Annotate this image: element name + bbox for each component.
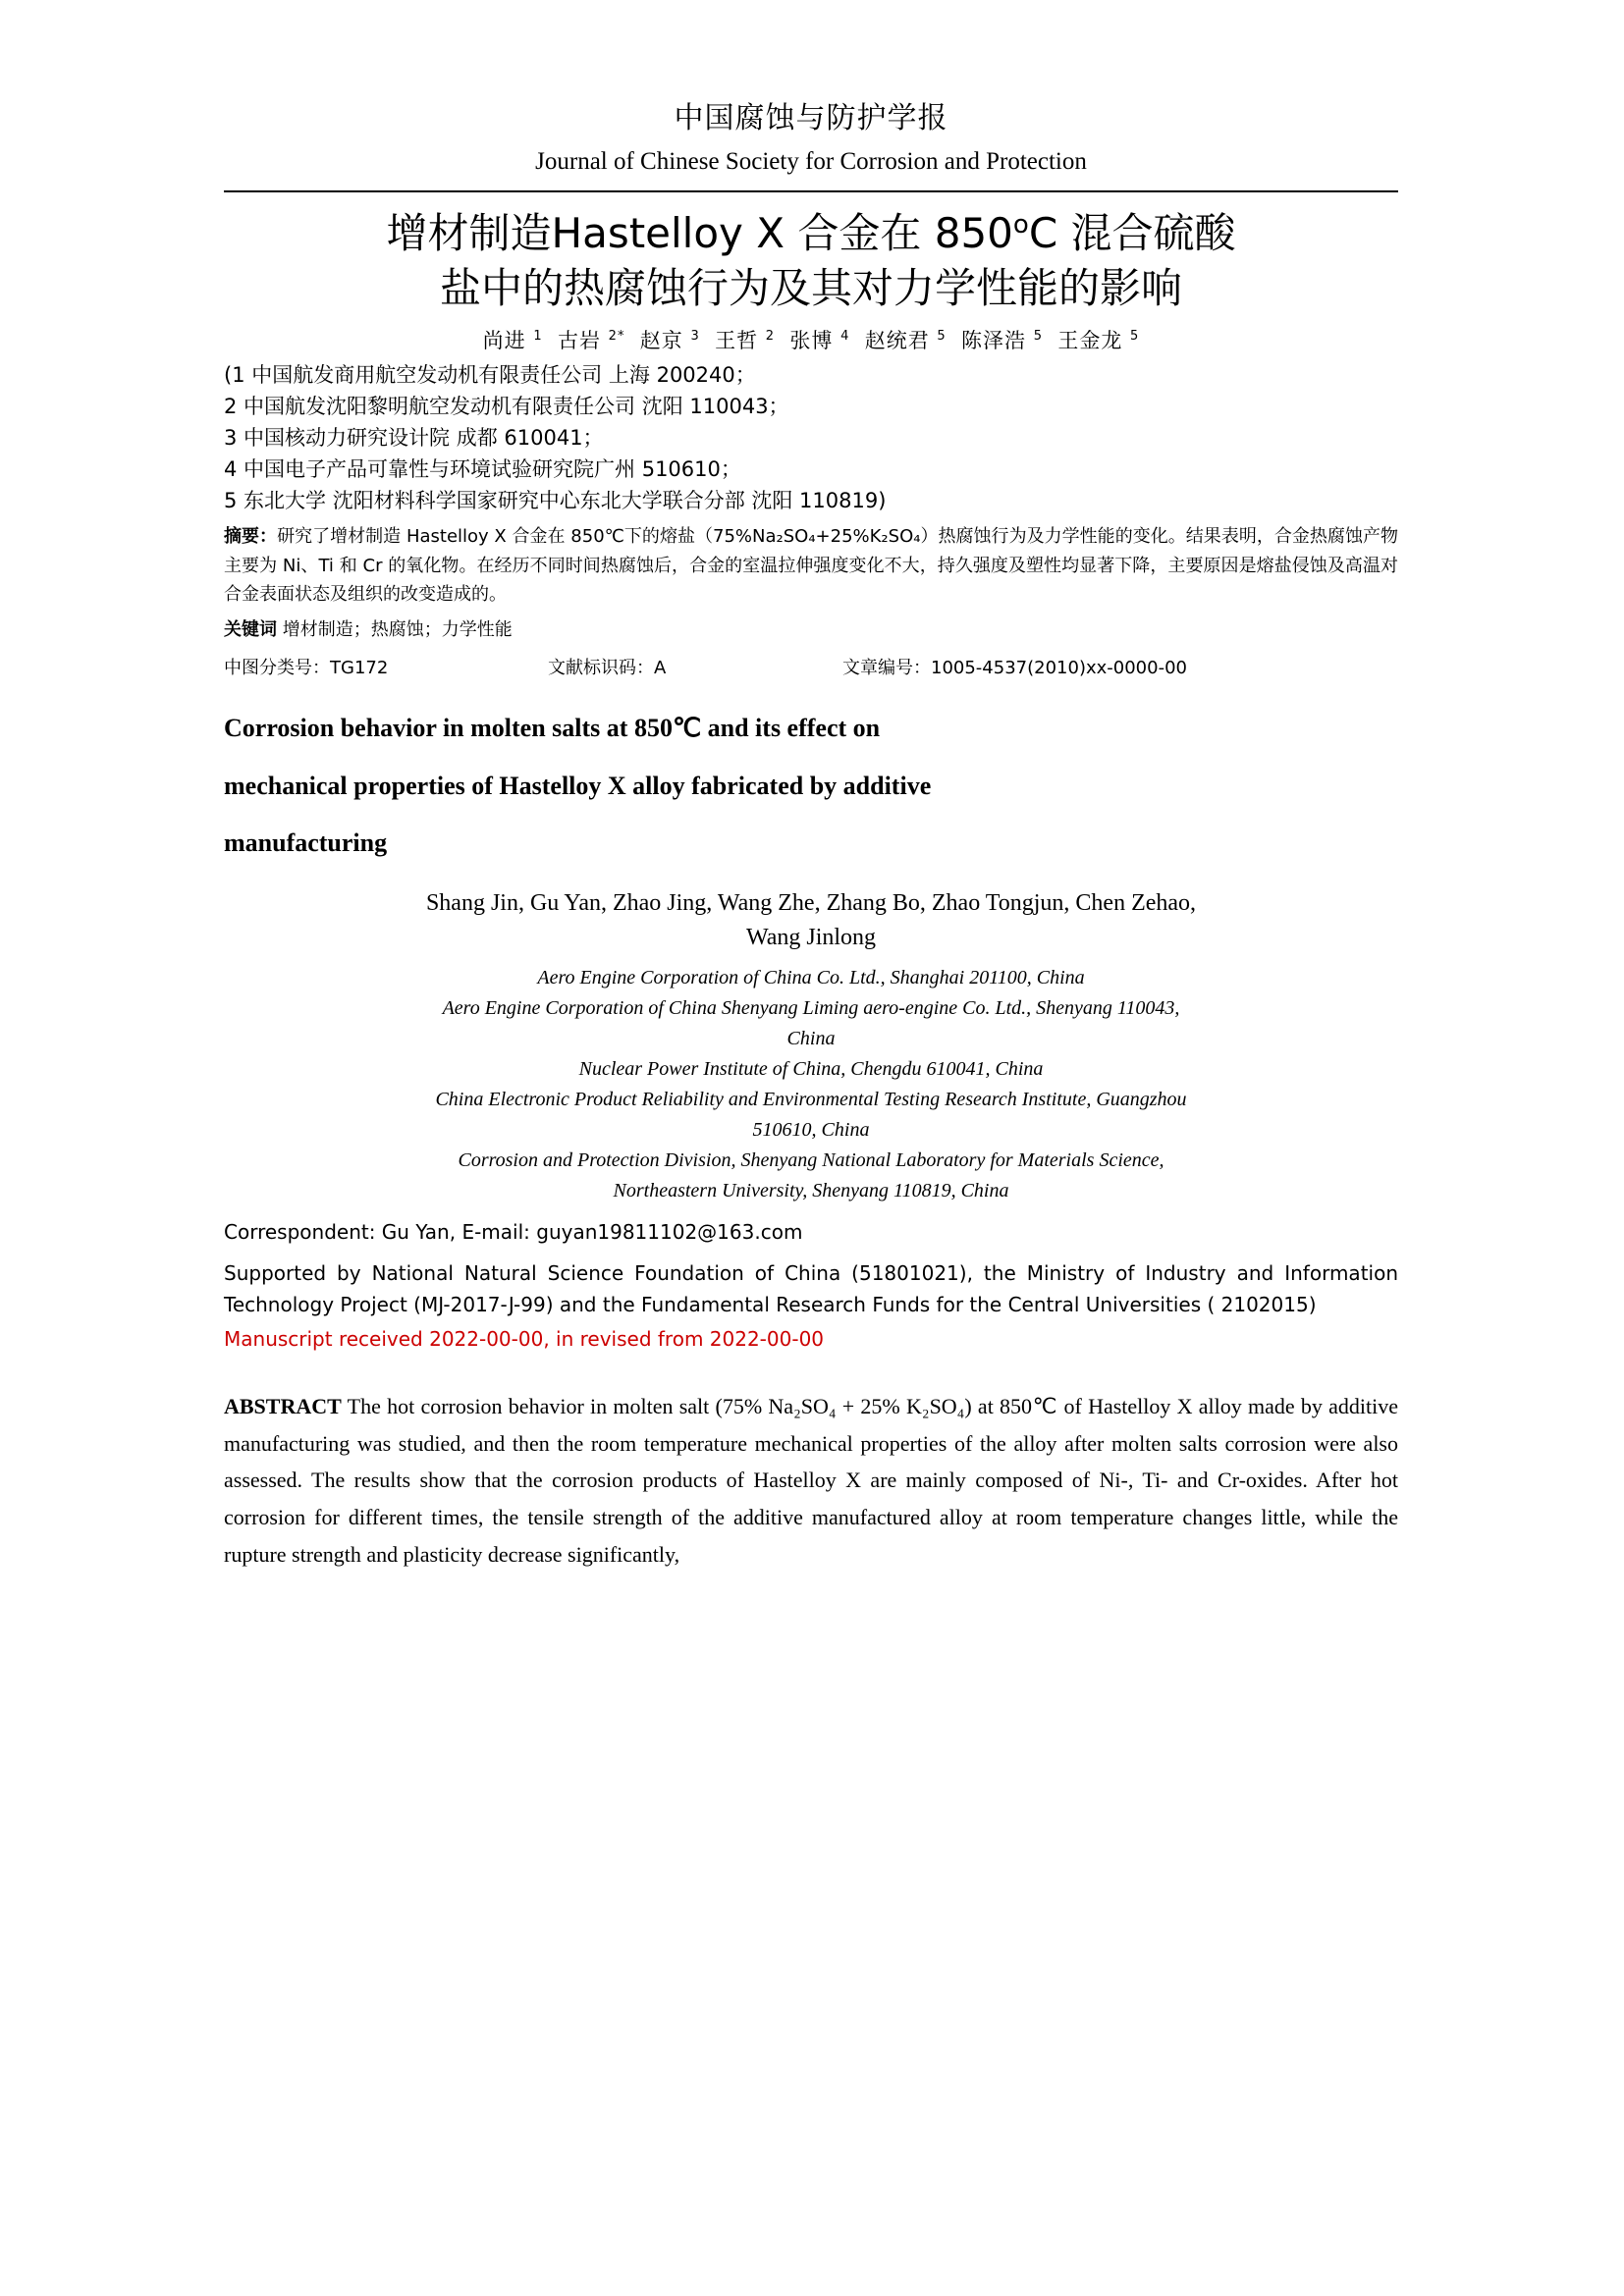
abstract-cn-text: 研究了增材制造 Hastelloy X 合金在 850℃下的熔盐（75%Na₂SO₄+25%K₂SO₄）热腐蚀行为及力学性能的变化。结果表明，合金热腐蚀产物主要为 Ni、Ti 和 Cr 的氧化物。在经历不同时间热腐蚀后，合金的室温拉伸强度变化不大，持久强度及塑性均显著下降，主要原因是熔盐侵蚀及高温对合金表面状态及组织的改变造成的。 xyxy=(224,526,1398,605)
affiliation-en-4: China Electronic Product Reliability and Environmental Testing Research Institute, Guangzhou xyxy=(435,1088,1187,1110)
article-number: 文章编号：1005-4537(2010)xx-0000-00 xyxy=(842,657,1187,678)
affiliation-cn-2: 2 中国航发沈阳黎明航空发动机有限责任公司 沈阳 110043； xyxy=(224,394,789,418)
abstract-en xyxy=(224,1388,1398,1574)
abstract-en-label: ABSTRACT xyxy=(224,1393,342,1418)
paper-content xyxy=(224,98,1398,1574)
authors-en-line2: Wang Jinlong xyxy=(745,924,877,950)
paper-title-cn-degree-sup: o xyxy=(1012,209,1029,240)
paper-title-cn xyxy=(224,206,1398,317)
paper-title-en-line2: mechanical properties of Hastelloy X alloy fabricated by additive xyxy=(224,771,932,800)
authors-en-line1: Shang Jin, Gu Yan, Zhao Jing, Wang Zhe, Zhang Bo, Zhao Tongjun, Chen Zehao, xyxy=(425,889,1197,916)
authors-en xyxy=(224,886,1398,955)
affiliation-en-5b: Northeastern University, Shenyang 110819, China xyxy=(613,1179,1009,1201)
affiliation-en-2b: China xyxy=(786,1027,836,1049)
classification-row xyxy=(224,655,1398,683)
paper-title-cn-line1: 增材制造Hastelloy X 合金在 850 xyxy=(386,208,1013,257)
manuscript-received-line: Manuscript received 2022-00-00, in revised from 2022-00-00 xyxy=(224,1326,825,1351)
abstract-cn xyxy=(224,522,1398,608)
affiliation-en-3: Nuclear Power Institute of China, Chengdu 610041, China xyxy=(578,1057,1044,1080)
affiliation-cn-5: 5 东北大学 沈阳材料科学国家研究中心东北大学联合分部 沈阳 110819) xyxy=(224,488,887,512)
document-code: 文献标识码：A xyxy=(548,657,667,678)
affiliation-en-2: Aero Engine Corporation of China Shenyang Liming aero-engine Co. Ltd., Shenyang 110043, xyxy=(442,996,1180,1019)
paper-title-en xyxy=(224,700,1398,873)
affiliation-cn-1: (1 中国航发商用航空发动机有限责任公司 上海 200240； xyxy=(224,362,756,387)
header-divider xyxy=(224,190,1398,192)
abstract-en-text: The hot corrosion behavior in molten salt (75% Na₂SO₄ + 25% K₂SO₄) at 850℃ of Hastelloy X alloy made by additive manufacturing was studied, and then the room temperature mechanical properties of the alloy after molten salts corrosion were also assessed. The results show that the corrosion products of Hastelloy X are mainly composed of Ni-, Ti- and Cr-oxides. After hot corrosion for different times, the tensile strength of the additive manufactured alloy at room temperature changes little, while the rupture strength and plasticity decrease significantly, xyxy=(224,1393,1398,1568)
paper-title-cn-line1-tail: C 混合硫酸 xyxy=(1028,208,1236,257)
keywords-cn-label: 关键词 xyxy=(224,618,277,640)
abstract-cn-label: 摘要： xyxy=(224,526,278,548)
affiliations-cn xyxy=(224,360,1398,517)
affiliation-en-5: Corrosion and Protection Division, Shenyang National Laboratory for Materials Science, xyxy=(458,1148,1164,1171)
paper-title-cn-line2: 盐中的热腐蚀行为及其对力学性能的影响 xyxy=(439,264,1182,313)
affiliation-cn-4: 4 中国电子产品可靠性与环境试验研究院广州 510610； xyxy=(224,456,741,481)
affiliation-cn-3: 3 中国核动力研究设计院 成都 610041； xyxy=(224,425,604,450)
clc-number: 中图分类号：TG172 xyxy=(224,657,389,678)
keywords-cn xyxy=(224,616,1398,645)
journal-title-en: Journal of Chinese Society for Corrosion and Protection xyxy=(535,148,1087,175)
paper-title-en-line1: Corrosion behavior in molten salts at 850℃ and its effect on xyxy=(224,714,881,743)
correspondent-line: Correspondent: Gu Yan, E-mail: guyan19811102@163.com xyxy=(224,1219,803,1244)
affiliations-en xyxy=(224,963,1398,1206)
paper-title-en-line3: manufacturing xyxy=(224,828,388,858)
affiliation-en-1: Aero Engine Corporation of China Co. Ltd., Shanghai 201100, China xyxy=(537,966,1085,988)
keywords-cn-text: 增材制造；热腐蚀；力学性能 xyxy=(282,618,513,640)
authors-cn: 尚进 $^1$ 古岩 $^{2*}$ 赵京 $^3$ 王哲 $^2$ 张博 $^4$ 赵统君 $^5$ 陈泽浩 $^5$ 王金龙 $^5$ xyxy=(482,328,1140,352)
affiliation-en-4b: 510610, China xyxy=(752,1118,870,1141)
journal-title-cn: 中国腐蚀与防护学报 xyxy=(674,101,948,135)
funding-line: Supported by National Natural Science Foundation of China (51801021), the Ministry of Industry and Information Technology Project (MJ-2017-J-99) and the Fundamental Research Funds for the Central Universities ( 2102015) xyxy=(224,1260,1398,1317)
